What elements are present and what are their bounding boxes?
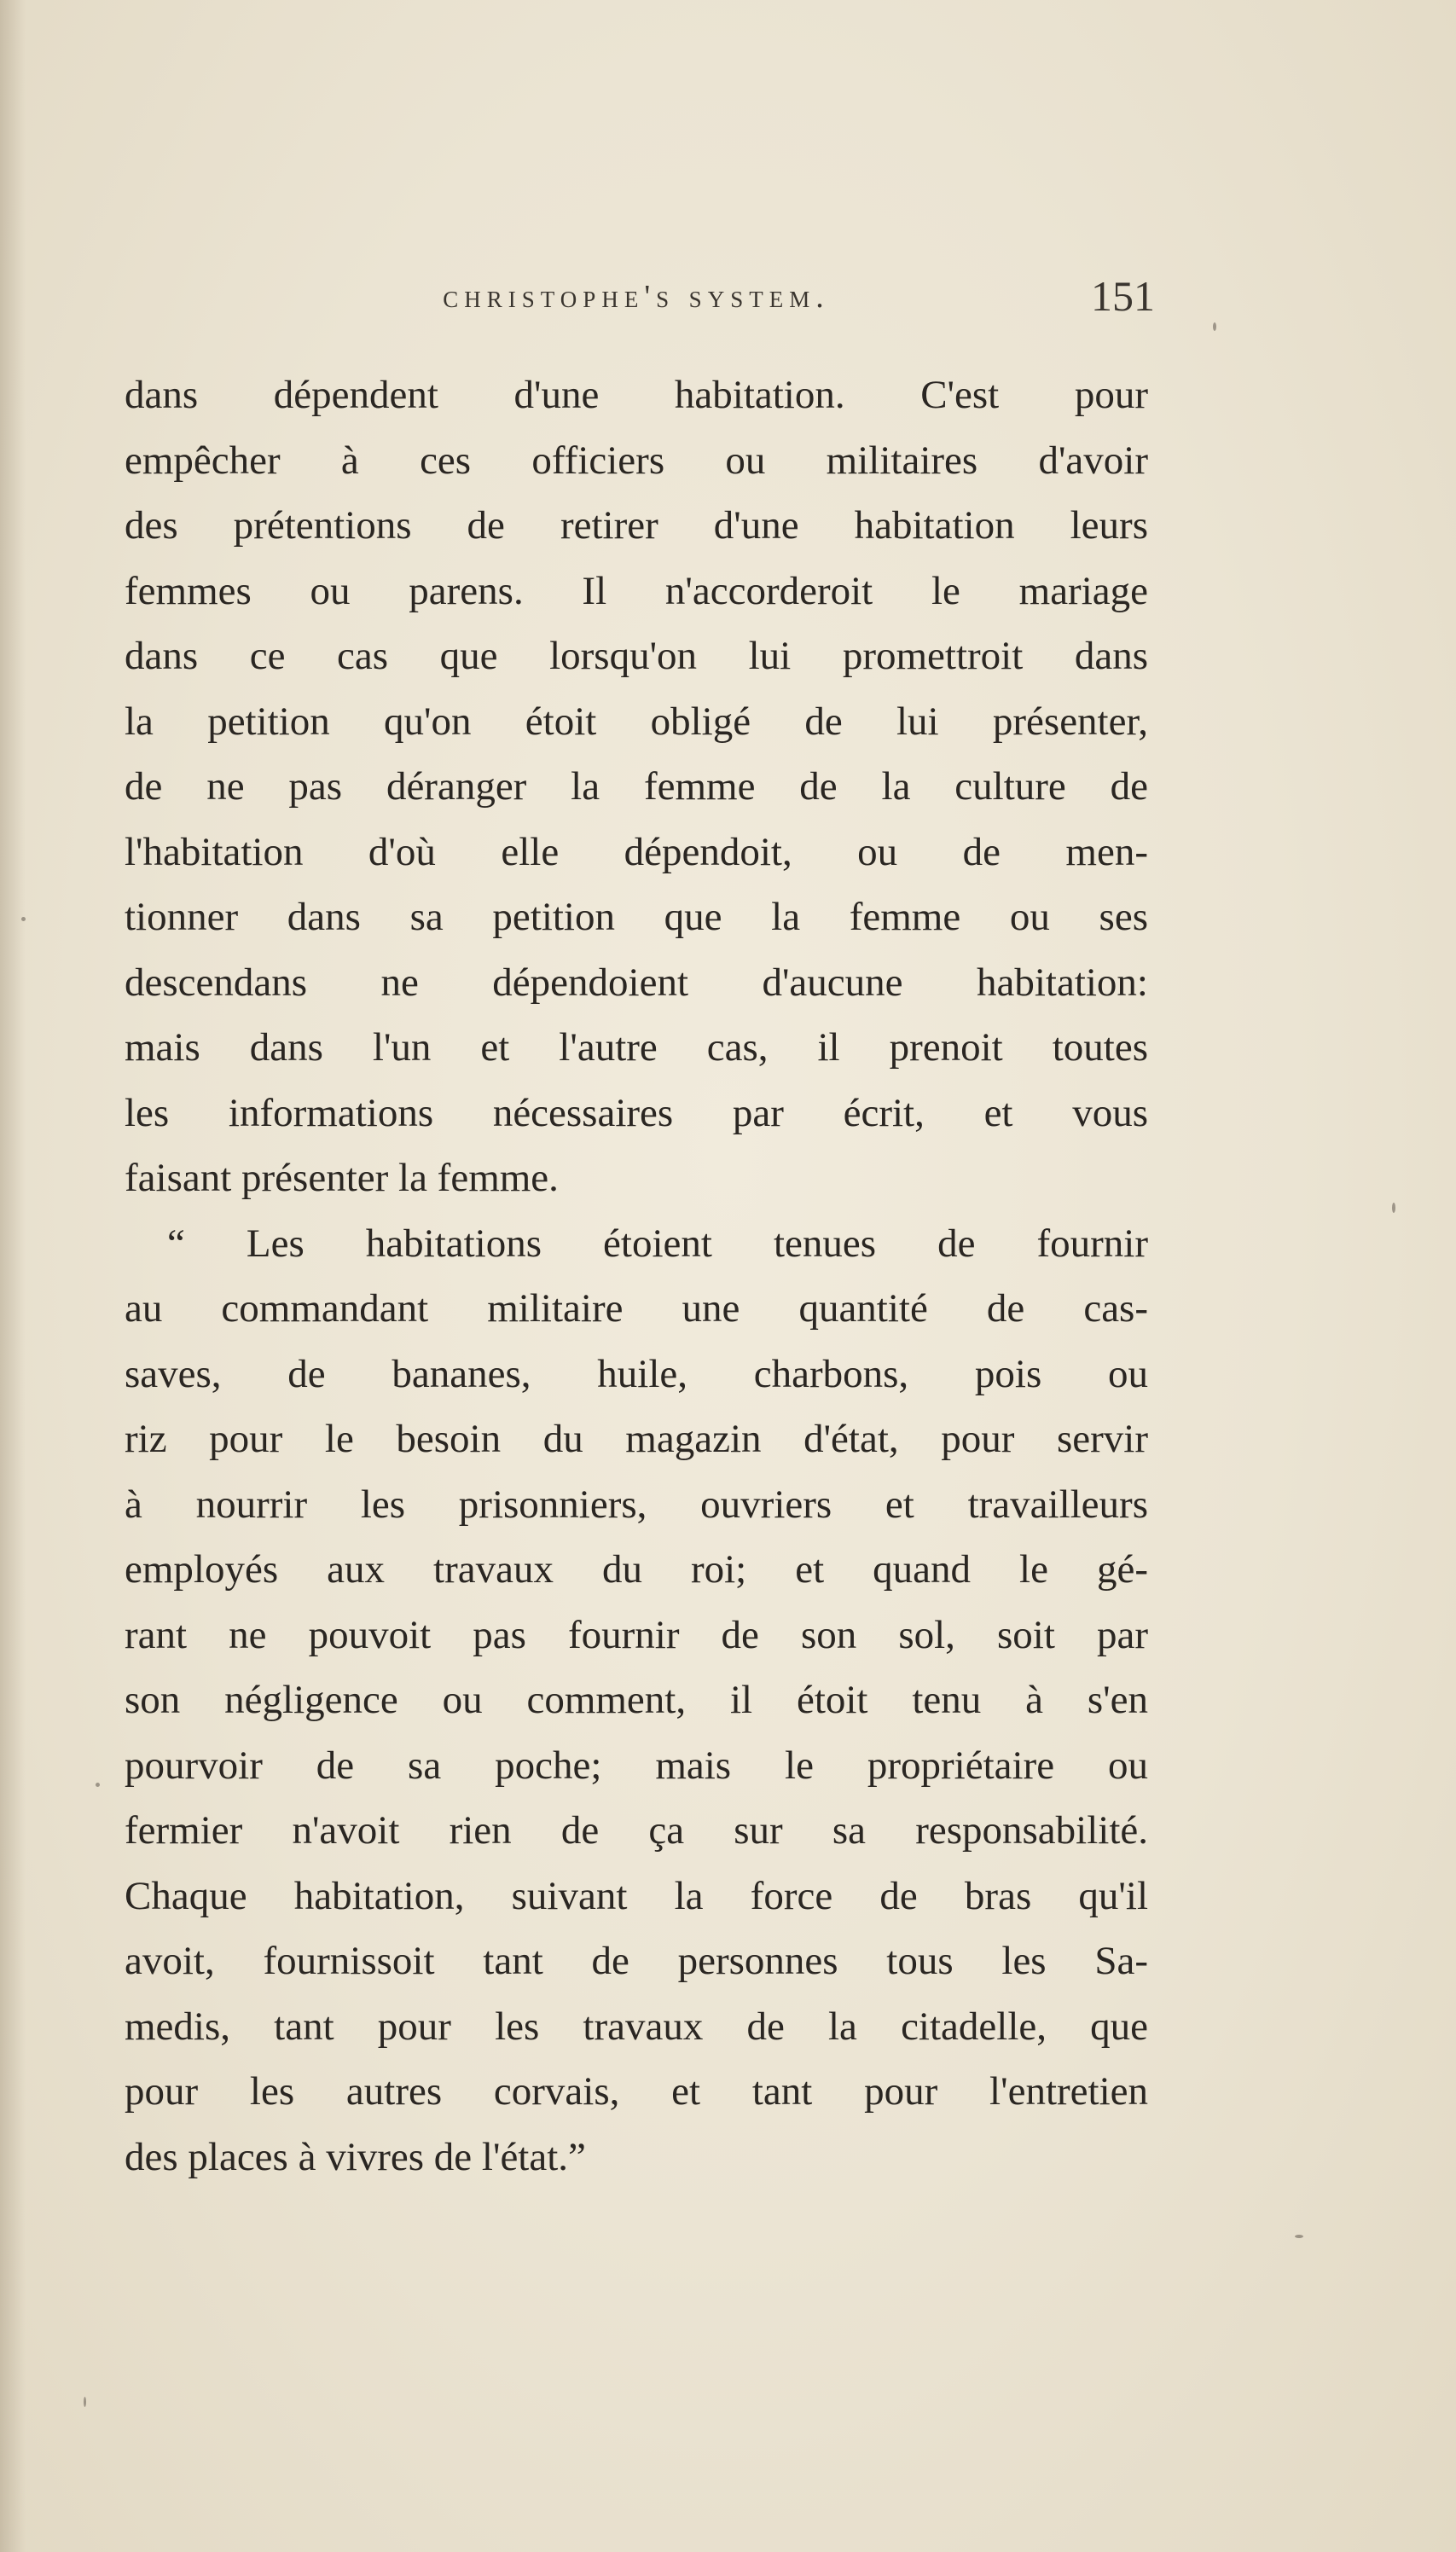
text-line: des places à vivres de l'état.” (125, 2134, 586, 2179)
page-number: 151 (1091, 272, 1155, 320)
text-line: saves, de bananes, huile, charbons, pois ou (125, 1351, 1148, 1396)
paper-speck (1392, 1203, 1395, 1213)
text-line: medis, tant pour les travaux de la citadelle, que (125, 2004, 1148, 2049)
paper-speck (21, 917, 26, 921)
text-line: l'habitation d'où elle dépendoit, ou de men- (125, 829, 1148, 874)
text-line: empêcher à ces officiers ou militaires d'avoir (125, 438, 1148, 483)
text-line: dans dépendent d'une habitation. C'est pour (125, 373, 1148, 417)
body-text (125, 362, 1148, 2190)
running-title: christophe's system. (443, 279, 830, 315)
text-line: pourvoir de sa poche; mais le propriétaire ou (125, 1743, 1148, 1788)
text-line: la petition qu'on étoit obligé de lui présenter, (125, 699, 1148, 744)
text-line: pour les autres corvais, et tant pour l'entretien (125, 2069, 1148, 2114)
page-edge-shadow (0, 0, 26, 2552)
text-line: faisant présenter la femme. (125, 1156, 559, 1200)
text-line: employés aux travaux du roi; et quand le gé- (125, 1547, 1148, 1592)
text-line: dans ce cas que lorsqu'on lui promettroit dans (125, 634, 1148, 678)
paper-speck (96, 1783, 100, 1787)
text-line: mais dans l'un et l'autre cas, il prenoit toutes (125, 1025, 1148, 1070)
text-line: tionner dans sa petition que la femme ou ses (125, 895, 1148, 939)
text-line: avoit, fournissoit tant de personnes tous les Sa- (125, 1939, 1148, 1983)
text-line: de ne pas déranger la femme de la culture de (125, 764, 1148, 809)
text-line: riz pour le besoin du magazin d'état, pour servir (125, 1417, 1148, 1461)
paper-speck (84, 2397, 86, 2407)
text-line: “ Les habitations étoient tenues de fournir (167, 1221, 1148, 1266)
paper-speck (1295, 2235, 1303, 2238)
text-line: à nourrir les prisonniers, ouvriers et travailleurs (125, 1482, 1148, 1527)
text-line: des prétentions de retirer d'une habitation leurs (125, 503, 1148, 548)
text-line: son négligence ou comment, il étoit tenu à s'en (125, 1678, 1148, 1722)
text-line: au commandant militaire une quantité de cas- (125, 1286, 1148, 1331)
paper-speck (1213, 322, 1216, 331)
text-line: Chaque habitation, suivant la force de bras qu'il (125, 1873, 1148, 1918)
text-line: descendans ne dépendoient d'aucune habitation: (125, 960, 1148, 1005)
text-line: fermier n'avoit rien de ça sur sa responsabilité. (125, 1808, 1148, 1853)
text-line: rant ne pouvoit pas fournir de son sol, soit par (125, 1612, 1148, 1657)
text-line: les informations nécessaires par écrit, et vous (125, 1090, 1148, 1135)
text-line: femmes ou parens. Il n'accorderoit le mariage (125, 568, 1148, 613)
running-head (125, 271, 1155, 331)
